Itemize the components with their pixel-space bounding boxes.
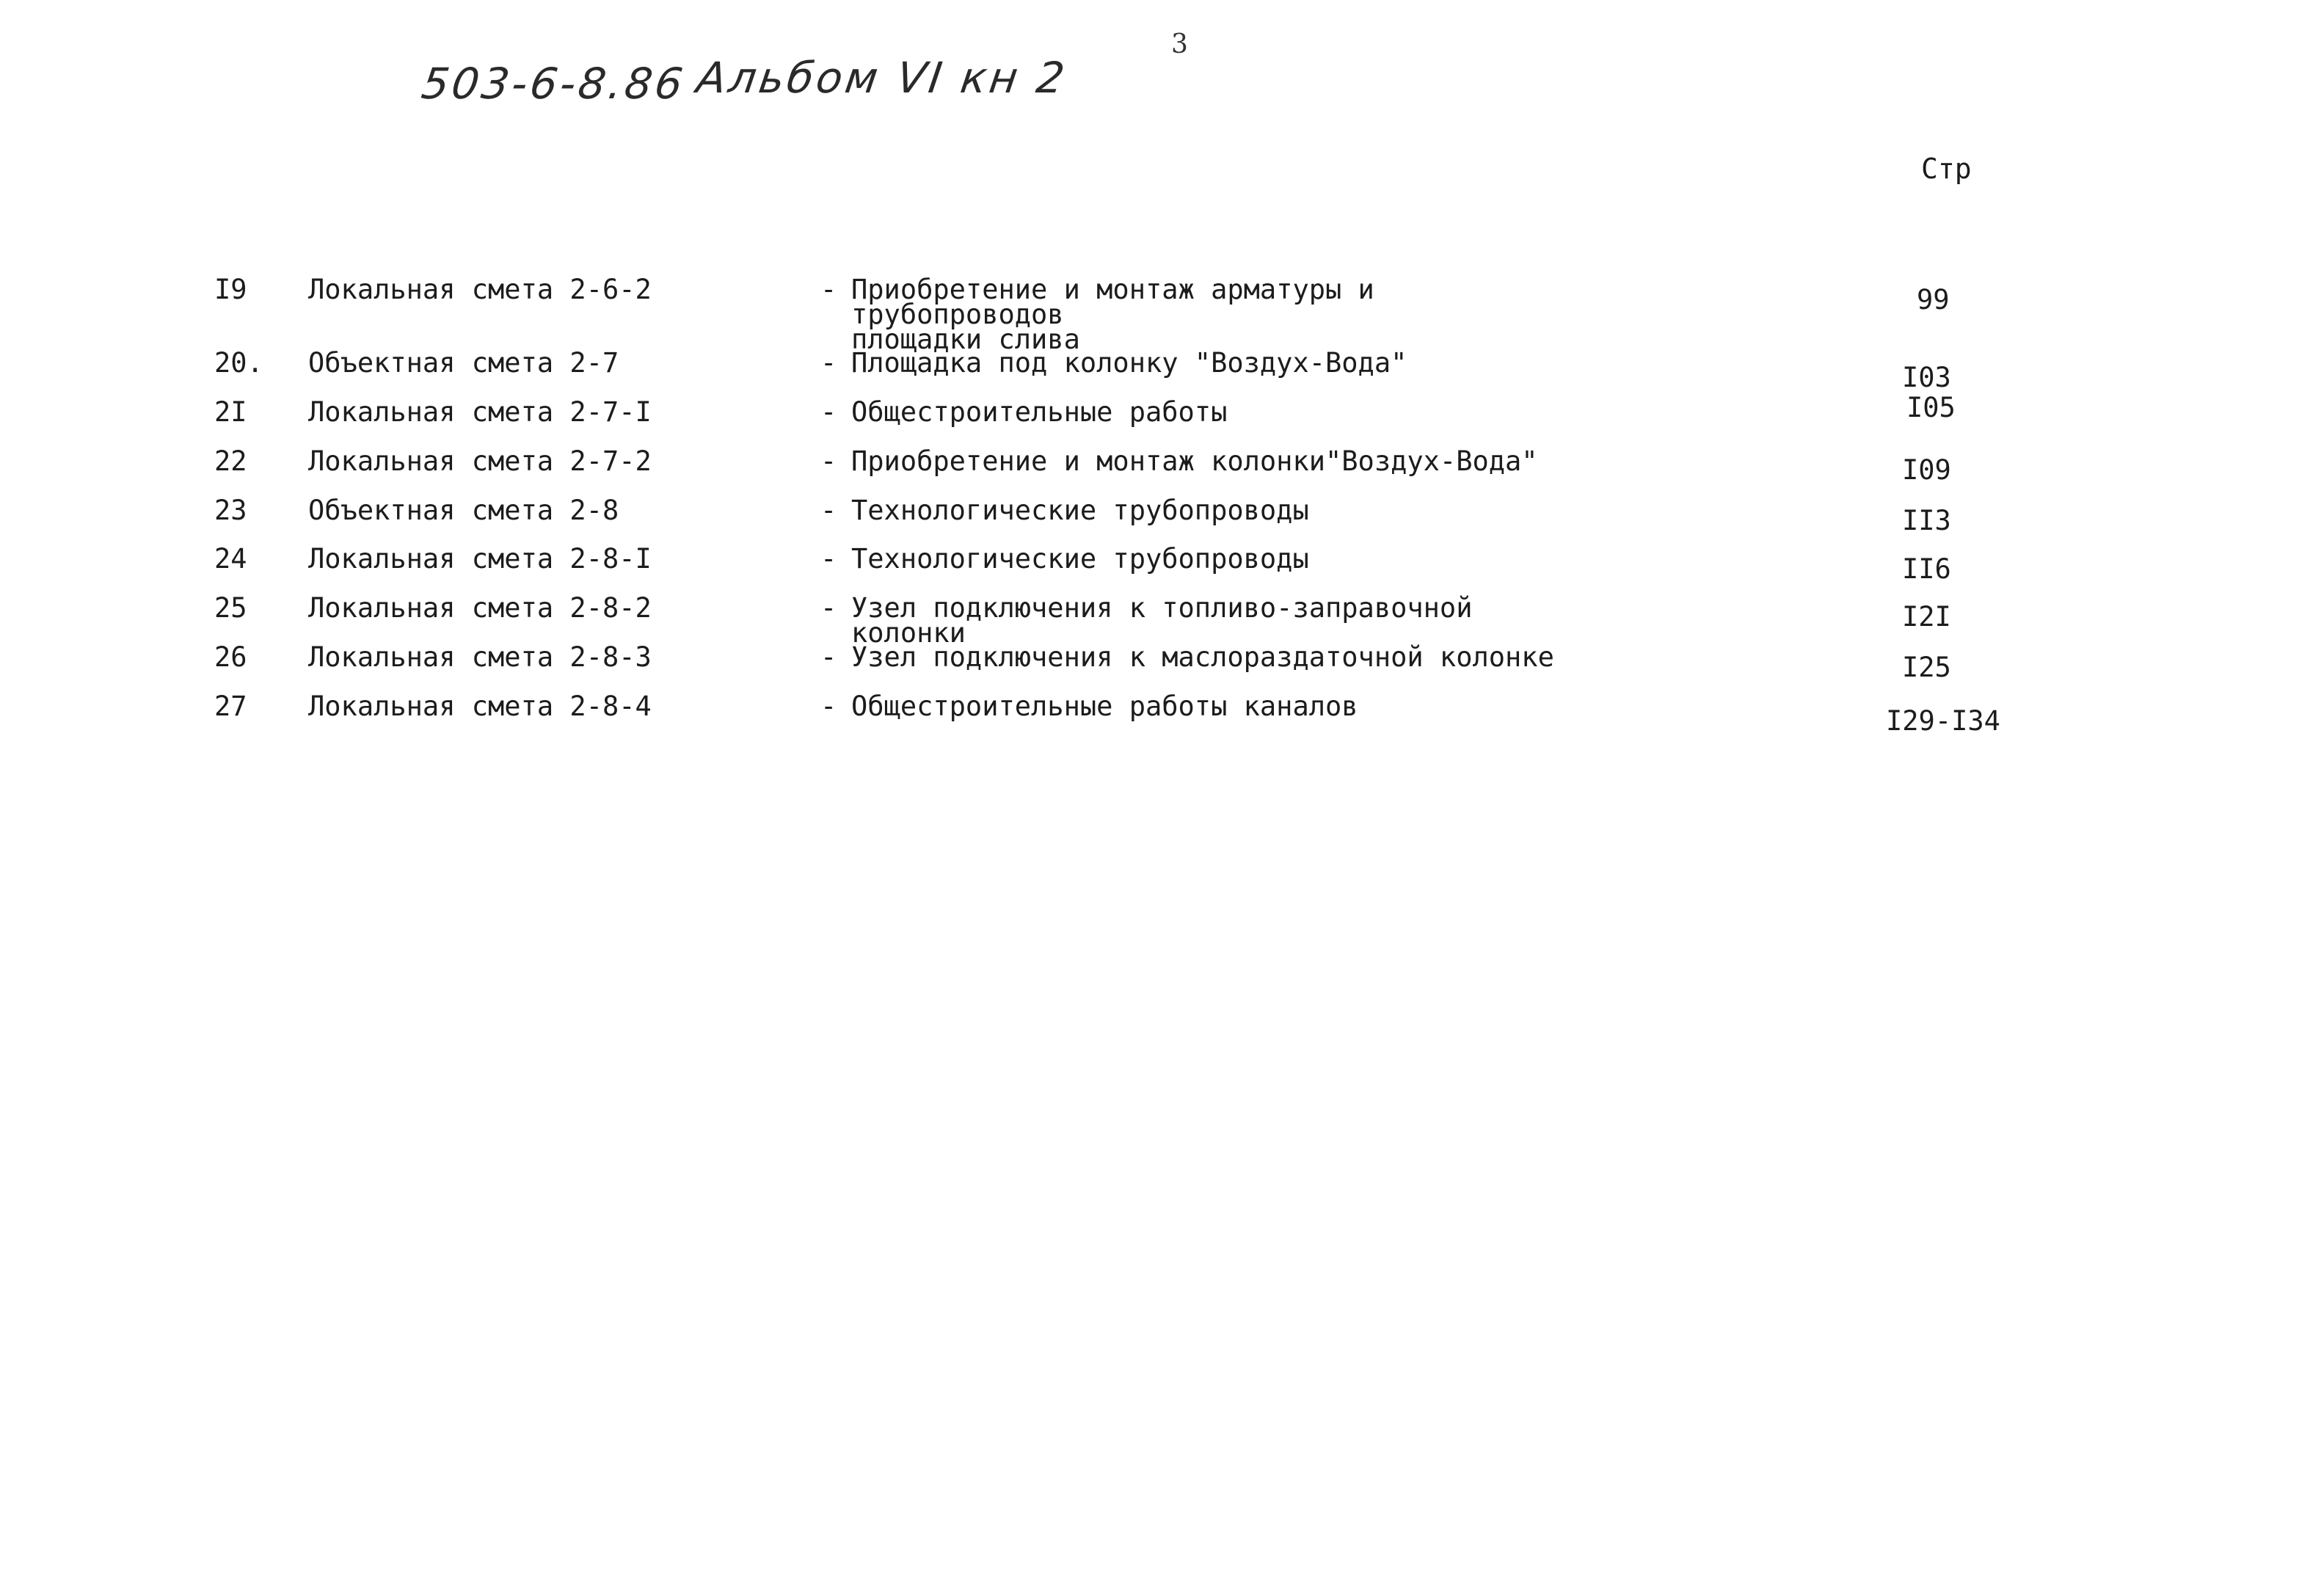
item-document: Локальная смета 2-7-I bbox=[308, 396, 652, 428]
item-document: Объектная смета 2-8 bbox=[308, 495, 619, 526]
item-dash: - bbox=[820, 495, 837, 526]
item-document: Локальная смета 2-8-I bbox=[308, 543, 652, 575]
item-description: Общестроительные работы bbox=[851, 396, 1228, 428]
item-page: I05 bbox=[1906, 392, 1956, 423]
item-description: Технологические трубопроводы bbox=[851, 495, 1309, 526]
item-document: Локальная смета 2-6-2 bbox=[308, 274, 652, 305]
item-description: Приобретение и монтаж арматуры и трубопроводов площадки слива bbox=[851, 274, 1374, 355]
item-document: Локальная смета 2-8-3 bbox=[308, 641, 652, 673]
item-description: Площадка под колонку "Воздух-Вода" bbox=[851, 347, 1407, 379]
item-number: 26 bbox=[214, 641, 247, 673]
item-dash: - bbox=[820, 543, 837, 575]
item-description: Технологические трубопроводы bbox=[851, 543, 1309, 575]
item-document: Локальная смета 2-8-2 bbox=[308, 592, 652, 624]
item-dash: - bbox=[820, 274, 837, 305]
item-description: Приобретение и монтаж колонки"Воздух-Вода" bbox=[851, 445, 1538, 477]
item-dash: - bbox=[820, 445, 837, 477]
item-page: 99 bbox=[1917, 284, 1950, 316]
item-document: Локальная смета 2-7-2 bbox=[308, 445, 652, 477]
item-number: 2I bbox=[214, 396, 247, 428]
handwritten-album-label: Альбом VI кн 2 bbox=[693, 53, 1071, 103]
item-number: 24 bbox=[214, 543, 247, 575]
item-dash: - bbox=[820, 347, 837, 379]
item-number: 27 bbox=[214, 690, 247, 722]
item-page: II6 bbox=[1902, 553, 1951, 585]
item-dash: - bbox=[820, 592, 837, 624]
page-column-header: Стр bbox=[1921, 153, 1972, 185]
item-dash: - bbox=[820, 396, 837, 428]
item-dash: - bbox=[820, 641, 837, 673]
item-page: I03 bbox=[1902, 362, 1951, 393]
item-page: I25 bbox=[1902, 652, 1951, 683]
item-number: 22 bbox=[214, 445, 247, 477]
item-document: Локальная смета 2-8-4 bbox=[308, 690, 652, 722]
item-page: II3 bbox=[1902, 505, 1951, 536]
page-number: 3 bbox=[1171, 29, 1188, 59]
item-number: 20. bbox=[214, 347, 263, 379]
item-number: I9 bbox=[214, 274, 247, 305]
item-number: 25 bbox=[214, 592, 247, 624]
item-page: I2I bbox=[1902, 601, 1951, 633]
item-description: Узел подключения к топливо-заправочной колонки bbox=[851, 592, 1473, 649]
item-description: Общестроительные работы каналов bbox=[851, 690, 1358, 722]
item-dash: - bbox=[820, 690, 837, 722]
item-page: I09 bbox=[1902, 454, 1951, 486]
item-page: I29-I34 bbox=[1886, 705, 2000, 737]
item-document: Объектная смета 2-7 bbox=[308, 347, 619, 379]
handwritten-document-code: 503-6-8.86 bbox=[418, 59, 689, 109]
item-description: Узел подключения к маслораздаточной колонке bbox=[851, 641, 1554, 673]
item-number: 23 bbox=[214, 495, 247, 526]
